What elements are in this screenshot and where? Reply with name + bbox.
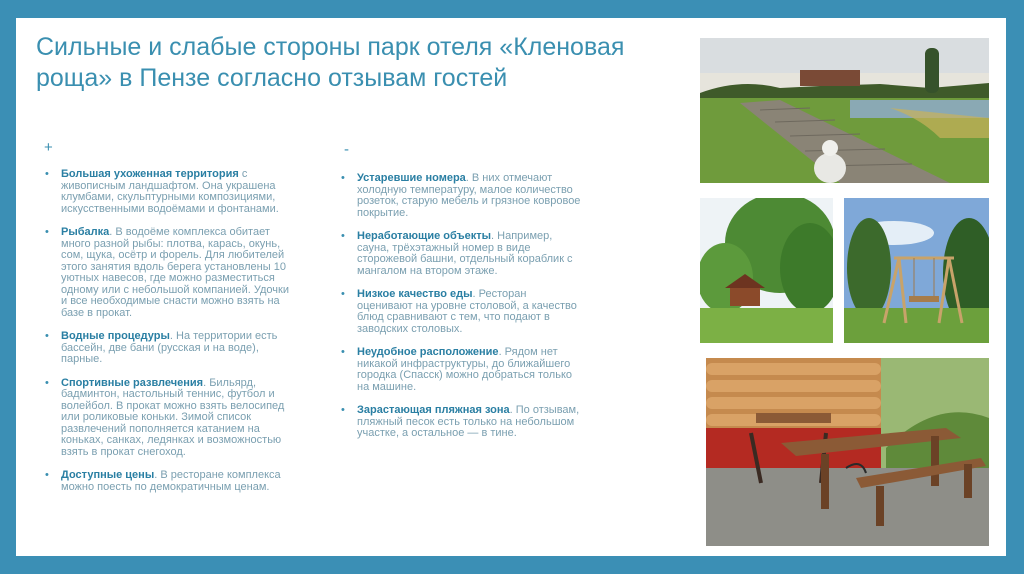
weaknesses-list [341,173,581,452]
list-item: • Низкое качество еды. Ресторан оценивают на уровне столовой, а качество блюд сравнивают с тем, что подают в заводских столовых. [341,289,581,335]
slide-title: Сильные и слабые стороны парк отеля «Кленовая роща» в Пензе согласно отзывам гостей [36,33,625,92]
list-item: • Зарастающая пляжная зона. По отзывам, пляжный песок есть только на небольшом участке, а остальное — в тине. [341,405,581,440]
picnic-table-photo [706,358,989,546]
slide [16,18,1006,556]
list-item: • Устаревшие номера. В них отмечают холодную температуру, малое количество розеток, старую мебель и грязное ковровое покрытие. [341,173,581,219]
list-item: • Доступные цены. В ресторане комплекса можно поесть по демократичным ценам. [45,470,290,493]
list-item: • Неработающие объекты. Например, сауна, трёхэтажный номер в виде сторожевой башни, отдельный кораблик с мангалом на втором этаже. [341,231,581,277]
minus-marker: - [344,141,349,158]
list-item: • Рыбалка. В водоёме комплекса обитает много разной рыбы: плотва, карась, окунь, сом, щука, осётр и форель. Для любителей этого занятия вдоль берега установлены 10 уютных навесов, где можно разместиться одному или с небольшой компанией. Удочки и все необходимые снасти можно взять на базе в прокат. [45,227,290,319]
plus-marker: + [44,139,53,156]
list-item: • Большая ухоженная территория с живописным ландшафтом. Она украшена клумбами, скульптурными композициями, искусственными водоёмами и фонтанами. [45,169,290,215]
list-item: • Спортивные развлечения. Бильярд, бадминтон, настольный теннис, футбол и волейбол. В прокат можно взять велосипед или роликовые коньки. Зимой список развлечений пополняется катанием на коньках, санках, ледянках и возможностью взять в прокат снегоход. [45,378,290,459]
list-item: • Неудобное расположение. Рядом нет никакой инфраструктуры, до ближайшего городка (Спасск) можно добраться только на машине. [341,347,581,393]
park-path-photo [700,38,989,183]
list-item: • Водные процедуры. На территории есть бассейн, две бани (русская и на воде), парные. [45,331,290,366]
forest-cabin-photo [700,198,833,343]
strengths-list [45,169,290,505]
swing-photo [844,198,989,343]
